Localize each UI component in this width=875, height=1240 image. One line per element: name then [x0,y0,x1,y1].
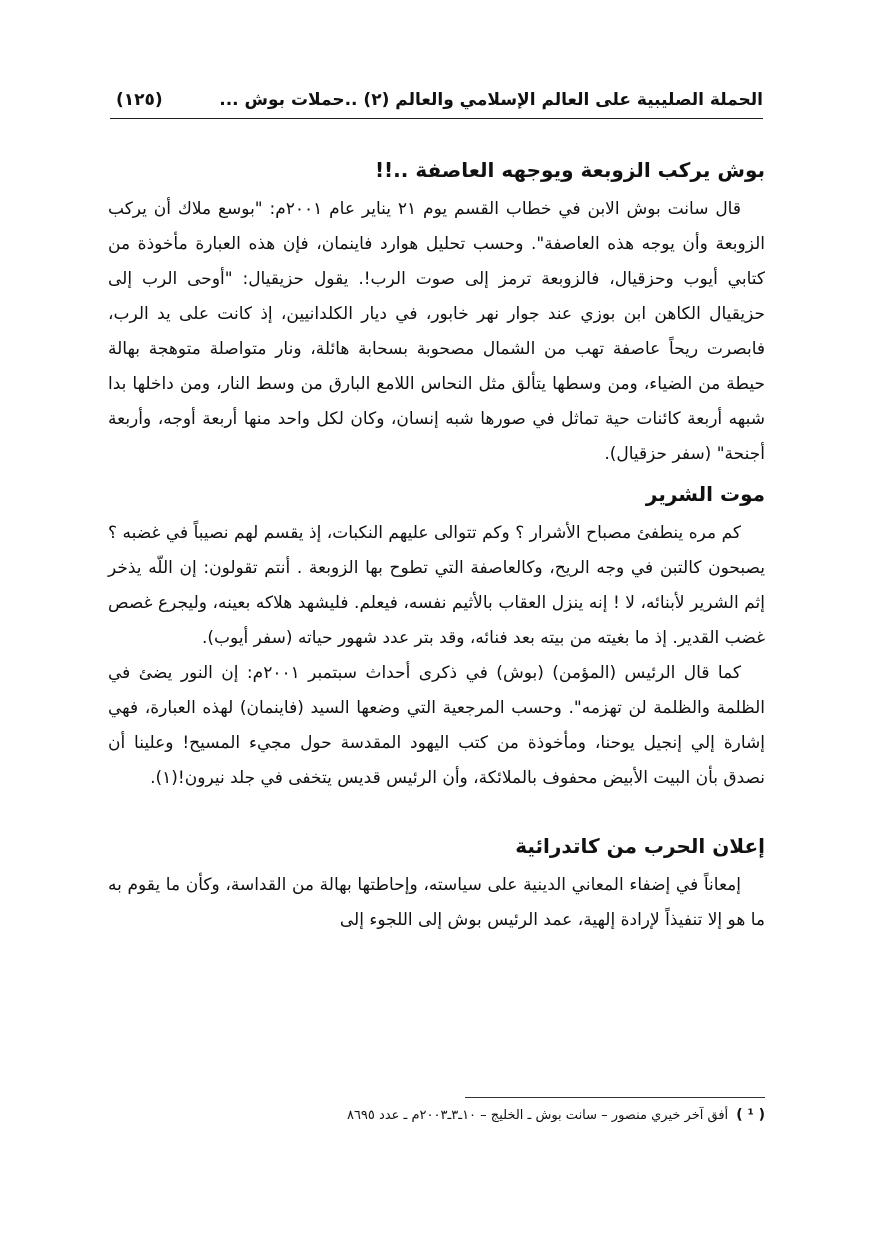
running-title: الحملة الصليبية على العالم الإسلامي والعالم (٢) ..حملات بوش ... [219,90,763,110]
section-heading: بوش يركب الزوبعة ويوجهه العاصفة ..!! [374,158,765,182]
page-number: (١٢٥) [116,90,163,110]
running-header [110,86,763,119]
footnote-text: أفق آخر خيري منصور – سانت بوش ـ الخليج – ١٠ـ٣ـ٢٠٠٣م ـ عدد ٨٦٩٥ [346,1108,729,1123]
body-paragraph: إمعاناً في إضفاء المعاني الدينية على سياسته، وإحاطتها بهالة من القداسة، وكأن ما يقوم به ما هو إلا تنفيذاً لإرادة إلهية، عمد الرئيس بوش إلى اللجوء إلى [108,875,765,930]
footnote [108,1104,765,1127]
body-paragraph: كما قال الرئيس (المؤمن) (بوش) في ذكرى أحداث سبتمبر ٢٠٠١م: إن النور يضئ في الظلمة والظلمة لن تهزمه". وحسب المرجعية التي وضعها السيد (فاينمان) لهذه العبارة، فهي إشارة إلي إنجيل يوحنا، ومأخوذة من كتب اليهود المقدسة حول مجيء المسيح! وعلينا أن نصدق بأن البيت الأبيض محفوف بالملائكة، وأن الرئيس قديس يتخفى في جلد نيرون!(١). [108,663,765,788]
section-war-declaration [108,824,765,938]
section-death-of-wicked [108,472,765,796]
body-content [108,148,765,938]
body-paragraph: قال سانت بوش الابن في خطاب القسم يوم ٢١ يناير عام ٢٠٠١م: "بوسع ملاك أن يركب الزوبعة وأن يوجه هذه العاصفة". وحسب تحليل هوارد فاينمان، فإن هذه العبارة مأخوذة من كتابي أيوب وحزقيال، فالزوبعة ترمز إلى صوت الرب!. يقول حزيقيال: "أوحى الرب إلى حزيقيال الكاهن ابن بوزي عند جوار نهر خابور، في ديار الكلدانيين، إذ كانت على يد الرب، فابصرت ريحاً عاصفة تهب من الشمال مصحوبة بسحابة هائلة، ونار متواصلة متوهجة بهالة حيطة من الضياء، ومن وسطها يتألق مثل النحاس اللامع البارق من وسط النار، ومن داخلها بدا شبهه أربعة كائنات حية تماثل في صورها شبه إنسان، وكان لكل واحد منها أربعة أوجه، وأربعة أجنحة" (سفر حزقيال). [108,199,765,464]
section-heading: إعلان الحرب من كاتدرائية [515,834,765,858]
section-bush-storm [108,148,765,472]
body-paragraph: كم مره ينطفئ مصباح الأشرار ؟ وكم تتوالى عليهم النكبات، إذ يقسم لهم نصيباً في غضبه ؟ يصبحون كالتبن في وجه الريح، وكالعاصفة التي تطوح بها الزوبعة . أنتم تقولون: إن اللّه يذخر إثم الشرير لأبنائه، لا ! إنه ينزل العقاب بالأثيم نفسه، فيعلم. فليشهد هلاكه بعينه، وليجرع غصص غضب القدير. إذ ما بغيته من بيته بعد فنائه، وقد بتر عدد شهور حياته (سفر أيوب). [108,523,765,648]
footnote-marker: ( ¹ ) [736,1107,765,1123]
section-heading: موت الشرير [645,482,765,506]
footnote-divider [465,1097,765,1098]
